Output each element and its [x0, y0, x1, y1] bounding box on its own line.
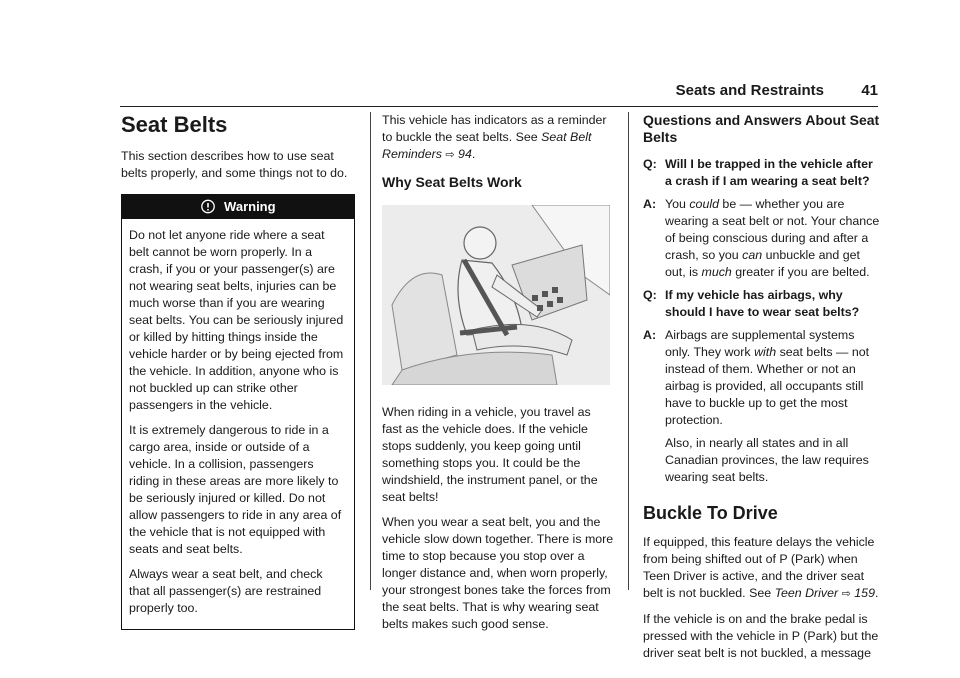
question-1: Q: Will I be trapped in the vehicle after a crash if I am wearing a seat belt? — [643, 157, 873, 188]
teen-driver-link[interactable]: Teen Driver — [774, 586, 839, 600]
seat-belts-title: Seat Belts — [121, 112, 228, 137]
page-ref[interactable]: 159 — [854, 586, 875, 600]
qa-heading: Questions and Answers About Seat Belts — [643, 112, 880, 145]
seat-belt-reminders-link[interactable]: Seat Belt Reminders — [382, 130, 592, 161]
warning-body — [122, 219, 354, 629]
column-left — [121, 112, 355, 630]
why-paragraph: When you wear a seat belt, you and the vehicle slow down together. There is more time to stop because you stop over a longer distance and, when worn properly, your strongest bones take the forces from the seat belts. That is why wearing seat belts makes such good sense. — [382, 515, 614, 631]
reminder-paragraph: This vehicle has indicators as a reminder to buckle the seat belts. See Seat Belt Reminders ⇨ 94. — [382, 113, 607, 161]
why-seat-belts-heading: Why Seat Belts Work — [382, 174, 522, 190]
warning-paragraph: It is extremely dangerous to ride in a cargo area, inside or outside of a vehicle. In a collision, passengers riding in these areas are more likely to be seriously injured or killed. Do not allow passengers to ride in any area of the vehicle that is not equipped with seats and seat belts. — [129, 423, 342, 556]
section-title: Seats and Restraints — [675, 82, 824, 99]
why-paragraph: When riding in a vehicle, you travel as fast as the vehicle does. If the vehicle stops suddenly, you keep going until something stops you. It could be the windshield, the instrument panel, or the seat belts! — [382, 405, 598, 504]
crash-illustration — [382, 205, 610, 385]
warning-paragraph: Always wear a seat belt, and check that all passenger(s) are restrained properly too. — [129, 567, 323, 615]
page-number: 41 — [861, 82, 878, 99]
column-right — [643, 112, 881, 670]
answer-2-extra: Also, in nearly all states and in all Canadian provinces, the law requires wearing seat belts. — [665, 436, 869, 484]
warning-paragraph: Do not let anyone ride where a seat belt cannot be worn properly. In a crash, if you or your passenger(s) are not wearing seat belts, injuries can be much worse than if you are wearing seat belts. You can be seriously injured or killed by hitting things inside the vehicle harder or by being ejected from the vehicle. In addition, anyone who is not buckled up can strike other passengers in the vehicle. — [129, 228, 344, 412]
page-header — [120, 80, 878, 107]
warning-box — [121, 194, 355, 630]
warning-icon — [200, 199, 216, 214]
column-middle — [382, 112, 614, 641]
buckle-paragraph: If the vehicle is on and the brake pedal is pressed with the vehicle in P (Park) but the driver seat belt is not buckled, a message — [643, 612, 879, 660]
warning-label: Warning — [224, 199, 276, 214]
question-2: Q: If my vehicle has airbags, why should I have to wear seat belts? — [643, 288, 860, 319]
column-divider — [370, 112, 371, 590]
column-divider — [628, 112, 629, 590]
page-ref-arrow-icon: ⇨ — [445, 149, 455, 161]
page-ref-arrow-icon: ⇨ — [841, 588, 851, 600]
intro-paragraph: This section describes how to use seat belts properly, and some things not to do. — [121, 149, 348, 180]
page-ref[interactable]: 94 — [458, 147, 472, 161]
buckle-paragraph: If equipped, this feature delays the vehicle from being shifted out of P (Park) when Teen Driver is active, and the driver seat belt is not buckled. See Teen Driver ⇨ 159. — [643, 535, 879, 600]
answer-1: A: You could be — whether you are wearing a seat belt or not. Your chance of being conscious during and after a crash, so you can unbuckle and get out, is much greater if you are belted. — [643, 197, 880, 279]
warning-header — [122, 195, 354, 219]
buckle-to-drive-title: Buckle To Drive — [643, 503, 778, 523]
answer-2: A: Airbags are supplemental systems only. They work with seat belts — not instead of them. Whether or not an airbag is provided, all occupants still have to buckle up to get the most protection. — [643, 328, 870, 427]
